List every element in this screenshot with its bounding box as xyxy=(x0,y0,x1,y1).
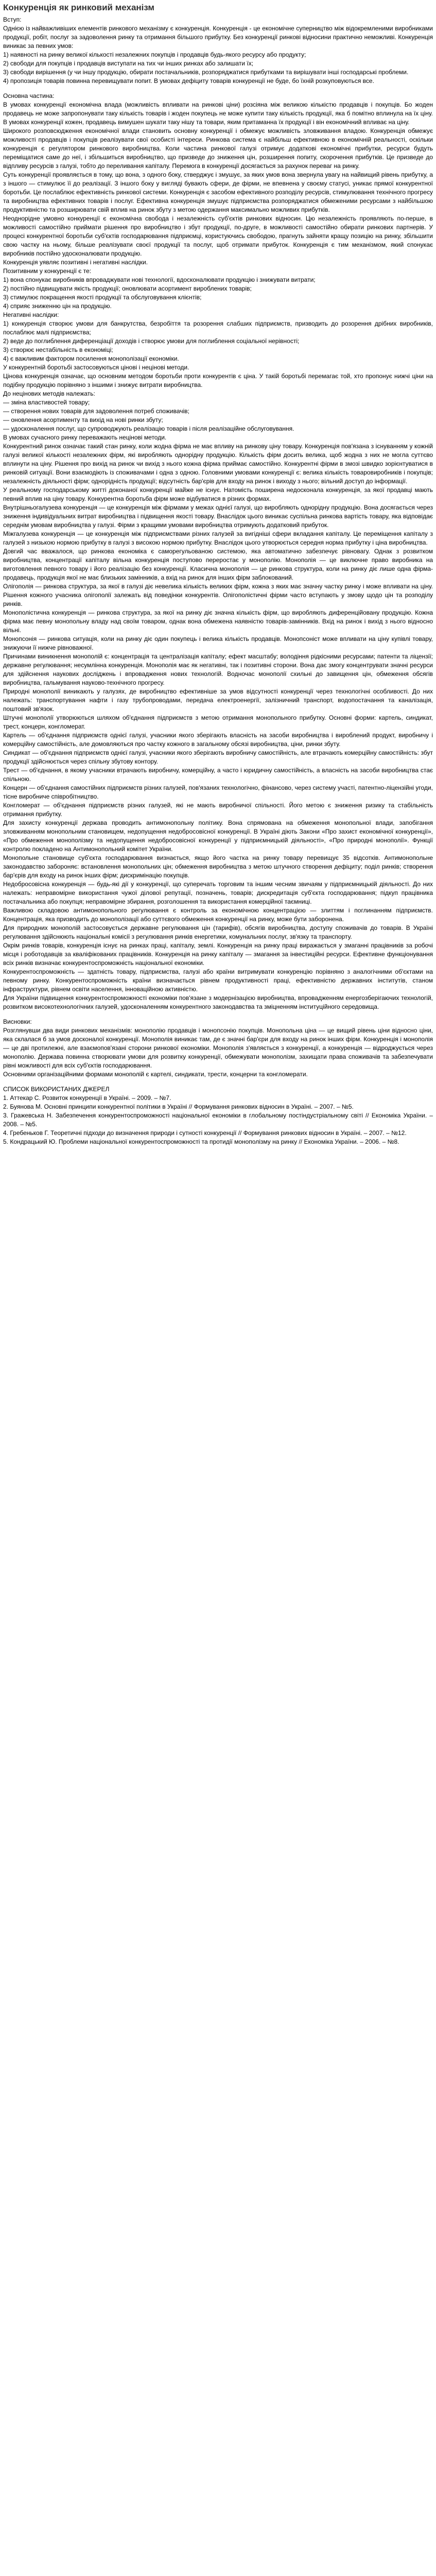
paragraph: Висновки: xyxy=(3,1018,32,1025)
paragraph: — створення нових товарів для задоволення потреб споживачів; xyxy=(3,408,189,415)
paragraph: 2) веде до поглиблення диференціації доходів і створює умови для поглиблення соціальної нерівності; xyxy=(3,337,300,345)
paragraph: Цінова конкуренція означає, що основним методом боротьби проти конкурентів є ціна. У такій боротьбі перемагає той, хто пропонує нижчі ціни на подібну продукцію порівняно з іншими і знижує витрати виробництва. xyxy=(3,372,433,388)
paragraph: 4) пропозиція товарів повинна перевищувати попит. В умовах дефіциту товарів конкуренції не буде, бо їхній розкуповуються все. xyxy=(3,77,374,84)
paragraph: — удосконалення послуг, що супроводжують реалізацію товарів і після реалізаційне обслуговування. xyxy=(3,425,294,432)
paragraph: Картель — об'єднання підприємств однієї галузі, учасники якого зберігають власність на засоби виробництва і вироблений продукт, виробничу і комерційну самостійність, але домовляються про частку кожного в загальному обсязі виробництва, ціни, ринки збуту. xyxy=(3,732,433,748)
paragraph: Розглянувши два види ринкових механізмів: монополію продавців і монопсонію покупців. Монопольна ціна — це вищий рівень ціни відносно ціни, яка склалася б за умов досконалої конкуренції. Монополія виникає там, де є значні бар'єри для входу на ринок інших фірм. Конкуренція і монополія — це дві протилежні, але взаємопов'язані сторони ринкової економіки. Монополія з'являється з конкуренції, а конкуренція — відроджується через монополію. Держава повинна створювати умови для розвитку конкуренції, обмежувати монополізм, захищати права споживачів та забезпечувати рівні можливості для всіх суб'єктів господарювання. xyxy=(3,1027,433,1069)
paragraph: Трест — об'єднання, в якому учасники втрачають виробничу, комерційну, а часто і юридичну самостійність, а власність на засоби виробництва стає спільною. xyxy=(3,767,433,783)
paragraph: Конгломерат — об'єднання підприємств різних галузей, які не мають виробничої спільності. Його метою є зниження ризику та стабільність отримання прибутку. xyxy=(3,802,433,818)
paragraph: Олігополія — ринкова структура, за якої в галузі діє невелика кількість великих фірм, кожна з яких має значну частку ринку і може впливати на ціну. Рішення кожного учасника олігополії залежать від поведінки конкурентів. Олігополістичні фірми часто вступають у змову щодо цін та розподілу ринків. xyxy=(3,583,433,607)
paragraph: Міжгалузева конкуренція — це конкуренція між підприємствами різних галузей за вигідніші сфери вкладання капіталу. Це переміщення капіталу з галузей з низькою нормою прибутку в галузі з високою нормою прибутку. Внаслідок цього утворюється середня норма прибутку і ціна виробництва. xyxy=(3,530,433,546)
paragraph: Конкурентоспроможність — здатність товару, підприємства, галузі або країни витримувати конкуренцію порівняно з аналогічними об'єктами на певному ринку. Конкурентоспроможність країни визначається рівнем продуктивності праці, ефективністю державних інститутів, станом інфраструктури, рівнем освіти населення, інноваційною активністю. xyxy=(3,968,433,993)
paragraph: Суть конкуренції проявляється в тому, що вона, з одного боку, стверджує і змушує, за яких умов вона звернула увагу на найвищий рівень прибутку, а з іншого — стимулює її до реалізації. З іншого боку у вигляді бувають сфери, де фірми, не впевнена у своєму статусі, уникає прямої конкурентної боротьби. Це послаблює ефективність ринкової системи. Конкуренція є засобом ефективного розподілу ресурсів, стимулювання технічного прогресу та виробництва ефективних товарів і послуг. Ефективна конкуренція змушує підприємства розпоряджатися обмеженими ресурсами з найбільшою продуктивністю та розширювати свій вплив на ринок збуту з метою одержання максимально можливих прибутків. xyxy=(3,171,433,213)
paragraph: Неоднорідне умовно конкуренції є економічна свобода і незалежність суб'єктів ринкових відносин. Цю незалежність проявляють по-перше, в можливості самостійно приймати рішення про виробництво і збут продукції, по-друге, в можливості самостійно обирати ринкових партнерів. У процесі конкурентної боротьби суб'єктів господарювання підприємці, користуючись свободою, прагнуть зайняти кращу позицію на ринку, збільшити свою частку на ньому, більше реалізувати своєї продукції та послуг, щоб отримати прибуток. Конкуренція є тим механізмом, який спонукає виробників постійно удосконалювати продукцію. xyxy=(3,215,433,257)
paragraph: 2) свободи для покупців і продавців виступати на тих чи інших ринках або залишати їх; xyxy=(3,60,254,67)
references-heading: СПИСОК ВИКОРИСТАНИХ ДЖЕРЕЛ xyxy=(3,1086,110,1093)
paragraph-spacer xyxy=(3,1011,433,1018)
paragraph-spacer xyxy=(3,1079,433,1085)
paragraph: До нецінових методів належать: xyxy=(3,390,95,397)
paragraph: Монопсонія — ринкова ситуація, коли на ринку діє один покупець і велика кількість продавців. Монопсоніст може впливати на ціну купівлі товару, знижуючи її нижче рівноважної. xyxy=(3,635,433,651)
paragraph: Монопольне становище суб'єкта господарювання визнається, якщо його частка на ринку товару перевищує 35 відсотків. Антимонопольне законодавство забороняє: встановлення монопольних цін; обмеження виробництва з метою штучного створення дефіциту; поділ ринків; створення бар'єрів для входу на ринок інших фірм; дискримінацію покупців. xyxy=(3,854,433,879)
paragraph: Монополістична конкуренція — ринкова структура, за якої на ринку діє значна кількість фірм, що виробляють диференційовану продукцію. Кожна фірма має певну монопольну владу над своїм товаром, однак вона обмежена наявністю товарів-замінників. Вхід на ринок і вихід з нього відносно вільні. xyxy=(3,609,433,634)
paragraph: У конкурентній боротьбі застосовуються цінові і нецінові методи. xyxy=(3,364,189,371)
paragraph: В умовах конкуренції економічна влада (можливість впливати на ринкові ціни) розсіяна між великою кількістю продавців і покупців. Бо жоден продавець не може запропонувати таку кількість товарів і жоден покупець не може купити таку кількість продукції, яка б помітно вплинула на їх ціну. В умовах конкуренції кожен, продавець вимушен шукати таку нішу та товари, яким притаманна їх продукції і він економічний впливає на ціну. xyxy=(3,101,433,126)
paragraph: Недобросовісна конкуренція — будь-які дії у конкуренції, що суперечать торговим та іншим чесним звичаям у підприємницькій діяльності. До них належать: неправомірне використання чужої ділової репутації, позначень, товарів; дискредитація суб'єкта господарювання; підкуп працівника постачальника або покупця; неправомірне збирання, розголошення та використання комерційної таємниці. xyxy=(3,880,433,905)
paragraph: 1. Аттекар С. Розвиток конкуренції в Україні. – 2009. – №7. xyxy=(3,1094,171,1101)
paragraph: 4. Гребеньков Г. Теоретичні підходи до визначення природи і сутності конкуренції // Формування ринкових відносин в Україні. – 2007. – №12. xyxy=(3,1129,407,1137)
paragraph: — зміна властивостей товару; xyxy=(3,399,90,406)
paragraph: 1) наявності на ринку великої кількості незалежних покупців і продавців будь-якого ресурсу або продукту; xyxy=(3,51,306,58)
paragraph: 4) є важливим фактором посилення монополізації економіки. xyxy=(3,355,179,362)
paragraph: Для України підвищення конкурентоспроможності економіки пов'язане з модернізацією виробництва, впровадженням енергозберігаючих технологій, розвитком високотехнологічних галузей, удосконаленням конкурентного законодавства та зміцненням інституційного середовища. xyxy=(3,994,433,1010)
paragraph: Позитивним у конкуренції є те: xyxy=(3,267,92,275)
paragraph: Природні монополії виникають у галузях, де виробництво ефективніше за умов відсутності конкуренції через технологічні особливості. До них належать: транспортування нафти і газу трубопроводами, передача електроенергії, залізничний транспорт, водопостачання та каналізація, поштовий зв'язок. xyxy=(3,688,433,713)
article-title: Конкуренція як ринковий механізм xyxy=(3,3,154,12)
paragraph: Однією із найважливіших елементів ринкового механізму є конкуренція. Конкуренція - це економічне суперництво між відокремленими виробниками продукції, робіт, послуг за задоволення ринку та отримання більшого прибутку. Без конкуренції ринкові відносини практично неможливі. Конкуренція виникає за певних умов: xyxy=(3,25,433,49)
paragraph: 3. Гражевська Н. Забезпечення конкурентоспроможності національної економіки в глобальному постіндустріальному світі // Економіка України. – 2008. – №5. xyxy=(3,1112,433,1128)
paragraph: 3) створює нестабільність в економіці; xyxy=(3,346,113,353)
paragraph: Широкого розповсюдження економічної влади становить основну конкуренції і обмежує можливість зловживання владою. Конкуренція обмежує можливості продавців і покупців реалізувати свої особисті інтереси. Ринкова система є найбільш ефективною в економічній реальності, оскільки конкуренція є регулятором ринкового виробництва. Коли частина ринкової галузі отримує додаткові економічні прибутки, ресурси будуть переміщатися саме до неї, і збільшиться виробництво, що призведе до зниження цін, розширення попиту, скорочення прибутків. Це призведе до відпливу ресурсів з галузі, тобто до переливання капіталу. Перемога в конкуренції досягається за рахунок переваг на ринку. xyxy=(3,127,433,170)
paragraph: 2. Буянова М. Основні принципи конкурентної політики в Україні // Формування ринкових відносин в Україні. – 2007. – №5. xyxy=(3,1103,354,1110)
paragraph: 2) постійно підвищувати якість продукції; оновлювати асортимент вироблених товарів; xyxy=(3,285,252,292)
paragraph: Довгий час вважалося, що ринкова економіка є саморегульованою системою, яка автоматично забезпечує рівновагу. Однак з розвитком виробництва, концентрації капіталу вільна конкуренція поступово переростає у монополію. Монополія — це виключне право виробника на виготовлення певного товару і його реалізацію без конкуренції. Класична монополія — це ринкова структура, коли на ринку діє лише одна фірма-продавець, продукція якої не має близьких замінників, а вхід на ринок для інших фірм заблокований. xyxy=(3,548,433,581)
paragraph: 3) свободи вирішення (у чи іншу продукцію, обирати постачальників, розпоряджатися прибутками та вирішувати інші господарські проблеми. xyxy=(3,69,409,76)
paragraph: Важливою складовою антимонопольного регулювання є контроль за економічною концентрацією — злиттям і поглинанням підприємств. Концентрація, яка призводить до монополізації або суттєвого обмеження конкуренції на ринку, може бути заборонена. xyxy=(3,907,433,923)
paragraph: Конкурентний ринок означає такий стан ринку, коли жодна фірма не має впливу на ринкову ціну товару. Конкуренція пов'язана з існуванням у кожній галузі великої кількості незалежних фірм, які виробляють однорідну продукцію. Кількість фірм досить велика, щоб жодна з них не могла суттєво вплинути на ціну. Рішення про вихід на ринок чи вихід з нього кожна фірма приймає самостійно. Конкурентні фірми в змозі швидко зорієнтуватися в ринковій ситуації. Вони взаємодіють із споживачами і одна з одною. Головними умовами конкуренції є: велика кількість товаровиробників і покупців; незалежність діяльності фірм; однорідність продукції; відсутність бар'єрів для входу на ринок і виходу з нього; вільний доступ до інформації. xyxy=(3,443,433,485)
paragraph: Синдикат — об'єднання підприємств однієї галузі, учасники якого зберігають виробничу самостійність, але втрачають комерційну самостійність: збут продукції здійснюється через спільну збутову контору. xyxy=(3,749,433,765)
paragraph: 3) стимулює покращення якості продукції та обслуговування клієнтів; xyxy=(3,294,202,301)
paragraph: В умовах сучасного ринку переважають нецінові методи. xyxy=(3,434,167,441)
paragraph: 1) конкуренція створює умови для банкрутства, безробіття та розорення слабших підприємств, призводить до розорення дрібних виробників, послаблює малі підприємства; xyxy=(3,320,433,336)
paragraph: 5. Кондрацький Ю. Проблеми національної конкурентоспроможності та протидії монополізму на ринку // Економіка України. – 2006. – №8. xyxy=(3,1138,399,1145)
paragraph: Конкуренція уявляє позитивні і негативні наслідки. xyxy=(3,259,148,266)
paragraph: 4) сприяє зниженню цін на продукцію. xyxy=(3,302,112,310)
paragraph: Для природних монополій застосовується державне регулювання цін (тарифів), обсягів виробництва, доступу споживачів до товарів. В Україні регулювання здійснюють національні комісії з регулювання ринків енергетики, комунальних послуг, зв'язку та транспорту. xyxy=(3,924,433,940)
paragraph: Причинами виникнення монополій є: концентрація та централізація капіталу; ефект масштабу; володіння рідкісними ресурсами; патенти та ліцензії; державне регулювання; несумлінна конкуренція. Монополія має як негативні, так і позитивні сторони. Вона дає змогу концентрувати значні ресурси для здійснення наукових досліджень і впровадження нових технологій. Водночас монополії схильні до завищення цін, обмеження обсягів виробництва, гальмування науково-технічного прогресу. xyxy=(3,653,433,686)
paragraph: Концерн — об'єднання самостійних підприємств різних галузей, пов'язаних технологічно, фінансово, через систему участі, патентно-ліцензійні угоди, тісне виробниче співробітництво. xyxy=(3,784,433,800)
paragraph: — оновлення асортименту та вихід на нові ринки збуту; xyxy=(3,416,163,423)
paragraph: У реальному господарському житті доконаної конкуренції майже не існує. Натомість поширена недосконала конкуренція, за якої продавці мають певний вплив на ціну товару. Конкурентна боротьба фірм може відбуватися в різних формах. xyxy=(3,486,433,502)
paragraph: Штучні монополії утворюються шляхом об'єднання підприємств з метою отримання монопольного прибутку. Основні форми: картель, синдикат, трест, концерн, конгломерат. xyxy=(3,714,433,730)
paragraph-spacer xyxy=(3,86,433,92)
paragraph: Вступ: xyxy=(3,16,22,23)
paragraph: Окрім ринків товарів, конкуренція існує на ринках праці, капіталу, землі. Конкуренція на ринку праці виражається у змаганні працівників за робочі місця і роботодавців за кваліфікованих працівників. Конкуренція на ринку капіталу — змагання за інвестиційні ресурси. Ефективне функціонування всіх ринків визначає конкурентоспроможність національної економіки. xyxy=(3,942,433,967)
paragraph: Основна частина: xyxy=(3,92,55,99)
paragraph: Негативні наслідки: xyxy=(3,311,59,318)
paragraph: Для захисту конкуренції держава проводить антимонопольну політику. Вона спрямована на обмеження монопольної влади, запобігання зловживанням монопольним становищем, недопущення недобросовісної конкуренції. В Україні діють Закони «Про захист економічної конкуренції», «Про обмеження монополізму та недопущення недобросовісної конкуренції у підприємницькій діяльності», «Про природні монополії». Функції контролю покладено на Антимонопольний комітет України. xyxy=(3,819,433,853)
paragraph: Основними організаційними формами монополій є картелі, синдикати, трести, концерни та конгломерати. xyxy=(3,1071,308,1078)
paragraph: 1) вона спонукає виробників впроваджувати нові технології, вдосконалювати продукцію і знижувати витрати; xyxy=(3,276,316,283)
article-body xyxy=(3,15,433,1146)
paragraph: Внутрішньогалузева конкуренція — це конкуренція між фірмами у межах однієї галузі, що виробляють однорідну продукцію. Вона досягається через зниження індивідуальних витрат виробництва і підвищення якості товару. Внаслідок цього виникає суспільна ринкова вартість товару, яка відповідає середнім умовам виробництва у галузі. Фірми з кращими умовами виробництва отримують додатковий прибуток. xyxy=(3,504,433,529)
